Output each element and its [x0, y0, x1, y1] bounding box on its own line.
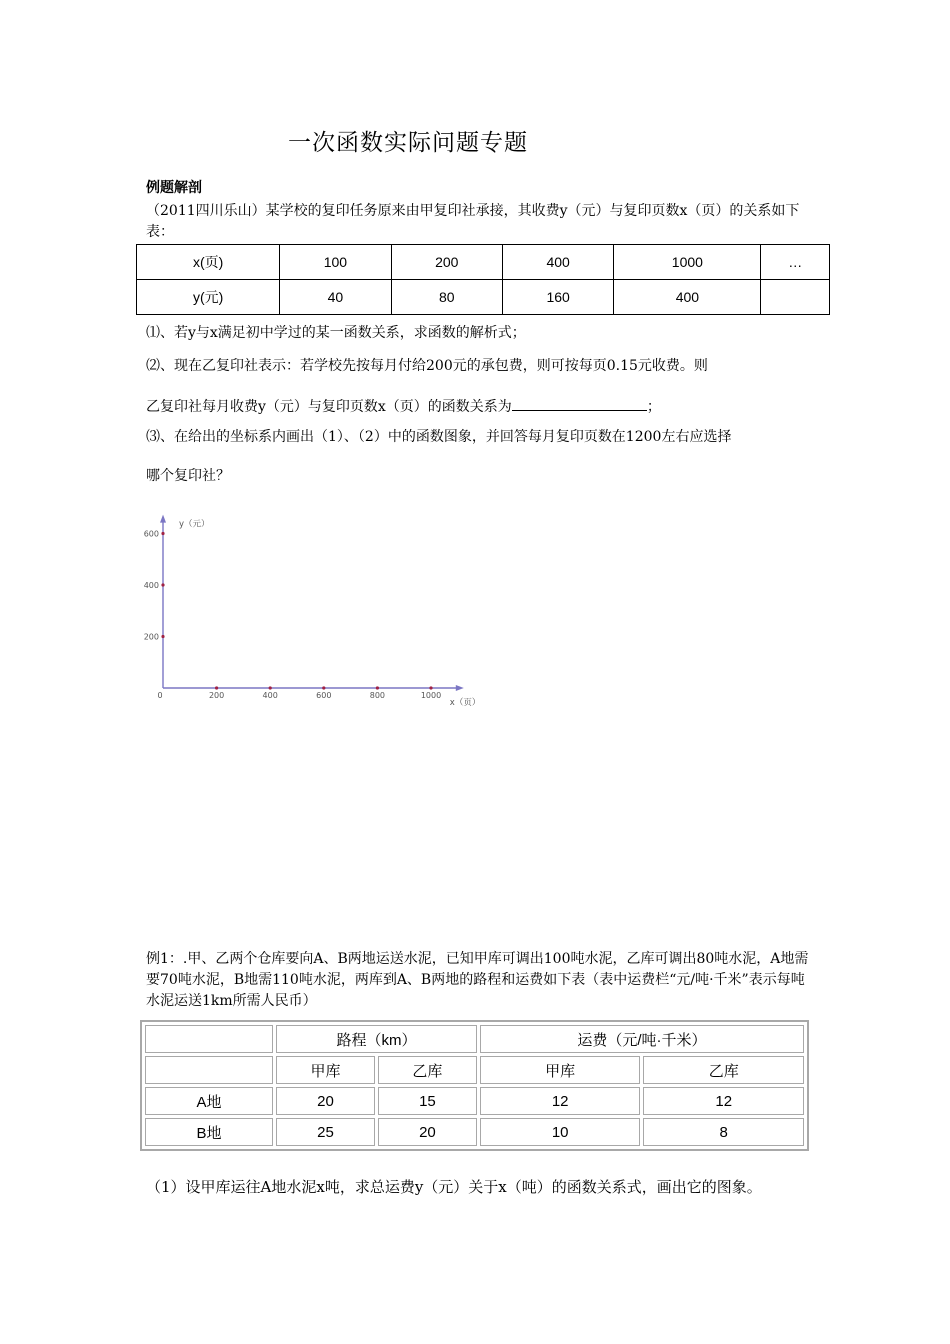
- y-axis-arrow-icon: [160, 515, 166, 523]
- transport-table: [140, 1020, 809, 1151]
- table-group-header: 路程（km）: [276, 1025, 477, 1053]
- y-tick-label: 600: [143, 529, 159, 539]
- question-2-line-1: ⑵、现在乙复印社表示：若学校先按每月付给200元的承包费，则可按每页0.15元收费。则: [146, 358, 708, 374]
- x-tick-mark: [269, 686, 272, 689]
- table-sub-header: 乙库: [643, 1056, 804, 1084]
- table-cell: 40: [280, 280, 391, 315]
- example-1-question-1: （1）设甲库运往A地水泥x吨，求总运费y（元）关于x（吨）的函数关系式，画出它的图象。: [146, 1178, 762, 1196]
- y-tick-label: 200: [143, 632, 159, 642]
- y-tick-mark: [161, 532, 164, 535]
- origin-label: 0: [157, 691, 163, 700]
- x-tick-mark: [429, 686, 432, 689]
- table-cell: 400: [614, 280, 761, 315]
- y-tick-mark: [161, 583, 164, 586]
- x-axis-arrow-icon: [456, 685, 464, 691]
- table-cell: 100: [280, 245, 391, 280]
- page-title: 一次函数实际问题专题: [288, 130, 528, 156]
- y-tick-mark: [161, 635, 164, 638]
- question-2-text: 乙复印社每月收费y（元）与复印页数x（页）的函数关系为: [146, 399, 512, 415]
- table-cell: 25: [276, 1118, 375, 1146]
- table-cell: 20: [378, 1118, 477, 1146]
- table-sub-header: 甲库: [276, 1056, 375, 1084]
- x-tick-label: 600: [316, 691, 332, 700]
- table-cell: 1000: [614, 245, 761, 280]
- table-cell: …: [761, 245, 830, 280]
- table-row-label: A地: [145, 1087, 273, 1115]
- table-sub-header: 乙库: [378, 1056, 477, 1084]
- y-tick-label: 400: [143, 581, 159, 590]
- table-cell: 20: [276, 1087, 375, 1115]
- table-cell: 400: [502, 245, 613, 280]
- table-row: [145, 1025, 804, 1053]
- table-cell: 80: [391, 280, 502, 315]
- example-1-text: 例1：.甲、乙两个仓库要向A、B两地运送水泥，已知甲库可调出100吨水泥，乙库可调出80吨水泥，A地需要70吨水泥，B地需110吨水泥，两库到A、B两地的路程和运费如下表（表中运费栏“元/吨·千米”表示每吨水泥运送1km所需人民币）: [146, 951, 809, 1009]
- table-row: [145, 1056, 804, 1084]
- question-3-line-1: ⑶、在给出的坐标系内画出（1）、（2）中的函数图象，并回答每月复印页数在1200左右应选择: [146, 429, 732, 445]
- table-row-label: B地: [145, 1118, 273, 1146]
- x-tick-mark: [215, 686, 218, 689]
- x-tick-mark: [376, 686, 379, 689]
- table-cell: 8: [643, 1118, 804, 1146]
- table-cell: 10: [480, 1118, 641, 1146]
- table-cell: 160: [502, 280, 613, 315]
- table-corner-cell: [145, 1056, 273, 1084]
- table-group-header: 运费（元/吨·千米）: [480, 1025, 804, 1053]
- table-cell: 200: [391, 245, 502, 280]
- table-sub-header: 甲库: [480, 1056, 641, 1084]
- table-corner-cell: [145, 1025, 273, 1053]
- question-3-line-2: 哪个复印社？: [146, 468, 230, 484]
- x-axis-label: x（页）: [449, 698, 481, 708]
- y-axis-label: y（元）: [179, 519, 210, 530]
- table-cell: x(页): [137, 245, 280, 280]
- x-tick-label: 800: [369, 691, 386, 700]
- x-tick-label: 1000: [420, 691, 442, 700]
- x-tick-label: 400: [262, 691, 278, 700]
- intro-paragraph: （2011四川乐山）某学校的复印任务原来由甲复印社承接，其收费y（元）与复印页数x（页）的关系如下表：: [146, 203, 800, 240]
- table-cell: 12: [643, 1087, 804, 1115]
- question-1: ⑴、若y与x满足初中学过的某一函数关系，求函数的解析式；: [146, 325, 526, 341]
- section-label: 例题解剖: [146, 180, 202, 196]
- table-cell: 15: [378, 1087, 477, 1115]
- x-tick-mark: [322, 686, 325, 689]
- table-cell: y(元): [137, 280, 280, 315]
- question-2-end: ；: [646, 399, 661, 415]
- table-row: [145, 1118, 804, 1146]
- table-cell: 12: [480, 1087, 641, 1115]
- table-row: [145, 1087, 804, 1115]
- x-tick-label: 200: [208, 691, 225, 700]
